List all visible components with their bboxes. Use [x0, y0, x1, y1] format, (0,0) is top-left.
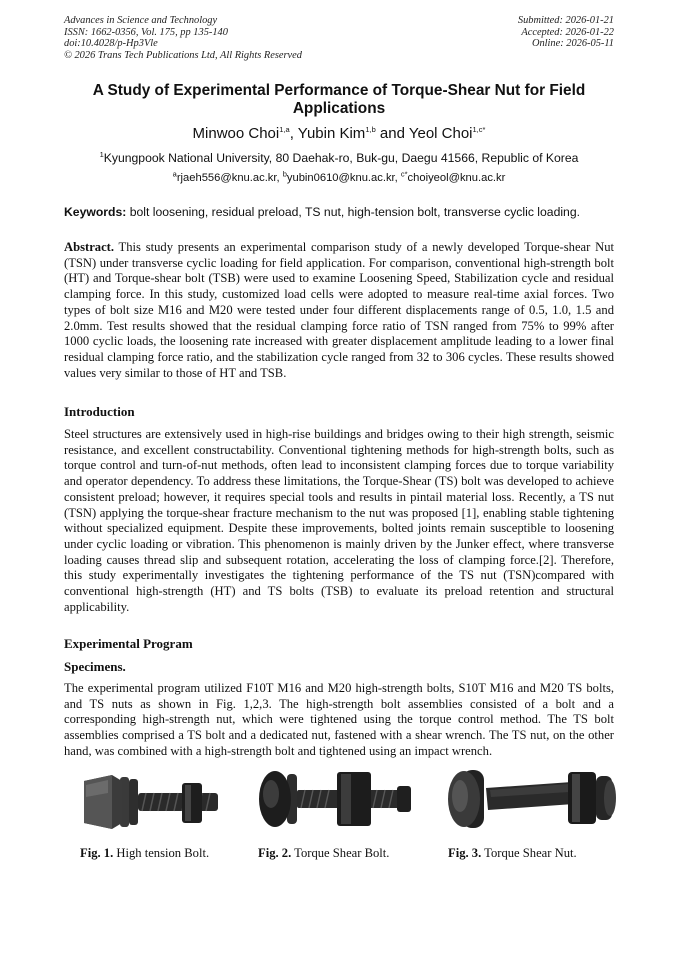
- author-separator: ,: [289, 125, 298, 142]
- author-name: Minwoo Choi: [192, 125, 280, 142]
- abstract-text: This study presents an experimental comparison study of a newly developed Torque-shear Nut (TSN) under transverse cyclic loading for field application. For comparison, conventional high-strength bolt (HT) and Torque-shear bolt (TSB) were used to examine Loosening Speed, Stabilization cycle and residual clamping force. In this study, customized load cells were adopted to measure real-time axial forces. Two types of bolt size M16 and M20 were tested under four different displacements range of 0.5, 1.0, 1.5 and 2.0mm. Test results showed that the residual clamping force ratio of TSN ranged from 75% to 99% after 1000 cyclic loads, the loosening rate increased with greater displacement amplitude leading to a lower final residual clamping force ratio, and the stabilization cycle ranged from 32 to 306 cycles. These results showed values very similar to those of HT and TSB.: [64, 240, 614, 380]
- figure-label: Fig. 1.: [80, 846, 114, 860]
- issn: ISSN: 1662-0356, Vol. 175, pp 135-140: [64, 26, 228, 38]
- copyright: © 2026 Trans Tech Publications Ltd, All Rights Reserved: [64, 49, 302, 61]
- torque-shear-bolt-image: [257, 764, 417, 832]
- email-link[interactable]: rjaeh556@knu.ac.kr: [176, 172, 277, 184]
- email-separator: ,: [276, 172, 283, 184]
- figure-caption: [258, 846, 389, 861]
- email-link[interactable]: yubin0610@knu.ac.kr: [286, 172, 395, 184]
- figure-label: Fig. 3.: [448, 846, 482, 860]
- author-list: [64, 125, 614, 142]
- experimental-heading: Experimental Program: [64, 636, 193, 651]
- author-sup: 1,c*: [472, 125, 486, 134]
- abstract-label: Abstract.: [64, 240, 115, 254]
- email-sup: a: [172, 169, 177, 179]
- author-name: Yeol Choi: [408, 125, 473, 142]
- figure-label: Fig. 2.: [258, 846, 292, 860]
- keywords-label: Keywords:: [64, 205, 127, 219]
- keywords-text: bolt loosening, residual preload, TS nut, high-tension bolt, transverse cyclic loading.: [126, 205, 580, 219]
- online-date: Online: 2026-05-11: [531, 38, 614, 50]
- submitted-date: Submitted: 2026-01-21: [517, 15, 614, 26]
- doi: doi:10.4028/p-Hp3Vle: [64, 38, 158, 50]
- journal-header: [64, 15, 302, 61]
- figure-caption-text: Torque Shear Nut.: [481, 846, 577, 860]
- introduction-heading: Introduction: [64, 404, 135, 419]
- affiliation-text: Kyungpook National University, 80 Daehak-ro, Buk-gu, Daegu 41566, Republic of Korea: [103, 151, 579, 165]
- email-sup: b: [282, 169, 287, 179]
- email-list: [64, 169, 614, 184]
- author-sup: 1,b: [365, 125, 376, 134]
- affiliation-sup: 1: [99, 149, 104, 159]
- figure-caption: [80, 846, 209, 861]
- paper-title: A Study of Experimental Performance of Torque-Shear Nut for Field Applications: [92, 82, 586, 117]
- abstract: [64, 240, 614, 381]
- introduction-text: Steel structures are extensively used in high-rise buildings and bridges owing to their high strength, seismic resistance, and excellent constructability. Conventional tightening methods for high-strength bolts, such as torque control and turn-of-nut methods, often lead to inconsistent clamping forces due to torque variability and operator dependency. To address these limitations, the Torque-Shear (TS) bolt was developed to achieve consistent preload; however, it requires special tools and results in pintail material loss. Recently, a TS nut (TSN) applying the torque-shear fracture mechanism to the nut was proposed [1], enabling stable tightening without specialized equipment. Despite these improvements, bolted joints remain susceptible to loosening under cyclic loading or vibration. This phenomenon is mainly driven by the Junker effect, where transverse loading causes thread slip and subsequent rotation, accelerating the loss of clamping force.[2]. Therefore, this study experimentally investigates the tightening performance of the TS nut (TSN)compared with conventional high-strength (HT) and TS bolts (TSB) to evaluate its preload retention and structural applicability.: [64, 427, 614, 614]
- figure-caption: [448, 846, 577, 861]
- keywords: [64, 205, 616, 219]
- dates-header: [518, 15, 614, 50]
- specimens-heading: Specimens.: [64, 659, 126, 674]
- email-link[interactable]: choiyeol@knu.ac.kr: [407, 172, 506, 184]
- author-separator: and: [375, 125, 409, 142]
- figure-caption-text: High tension Bolt.: [113, 846, 210, 860]
- specimens-text: The experimental program utilized F10T M16 and M20 high-strength bolts, S10T M16 and M20 TS bolts, and TS nuts as shown in Fig. 1,2,3. The high-strength bolt assemblies consisted of a bolt and a corresponding high-strength nut, which were tightened using the torque control method. The TS bolt assemblies comprised a TS bolt and a dedicated nut, fastened with a shear wrench. The TS nut, on the other hand, was combined with a high-strength bolt and tightened using an impact wrench.: [64, 681, 614, 758]
- accepted-date: Accepted: 2026-01-22: [521, 26, 614, 38]
- high-tension-bolt-image: [80, 771, 240, 831]
- affiliation: [40, 151, 638, 165]
- author-sup: 1,a: [279, 125, 290, 134]
- torque-shear-nut-image: [442, 764, 620, 832]
- email-sup: c*: [400, 169, 408, 179]
- author-name: Yubin Kim: [297, 125, 366, 142]
- figure-caption-text: Torque Shear Bolt.: [291, 846, 390, 860]
- journal-name: Advances in Science and Technology: [64, 15, 218, 26]
- email-separator: ,: [394, 172, 401, 184]
